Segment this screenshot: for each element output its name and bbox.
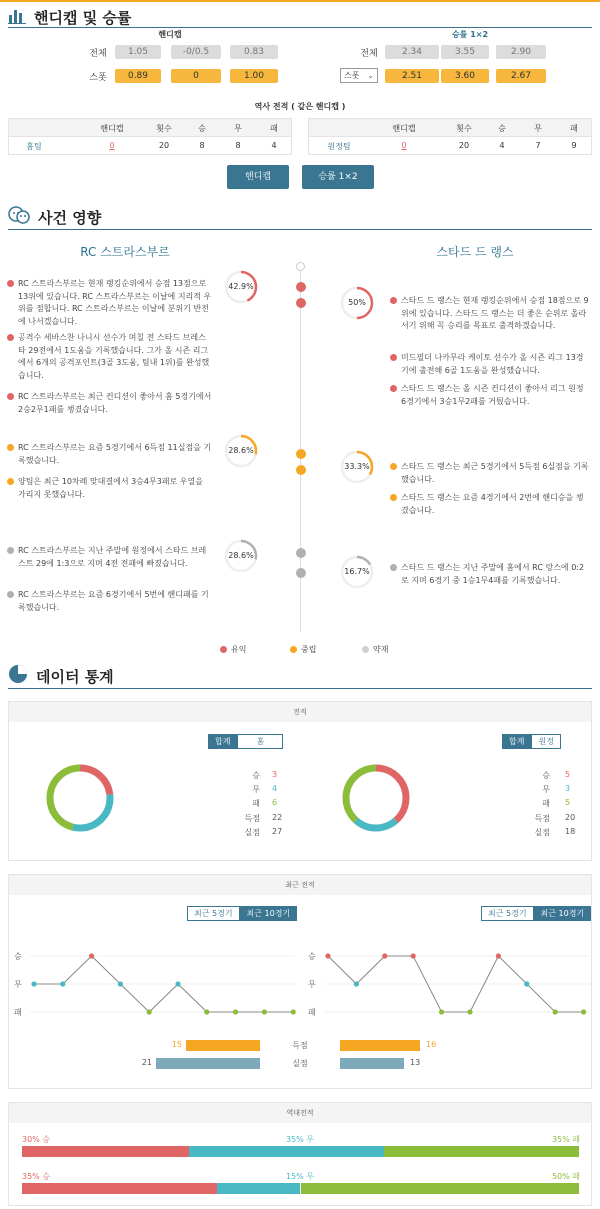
recent-form-chart (0, 940, 600, 1020)
away-impact-bullet (390, 463, 397, 470)
home-stat-value: 22 (272, 813, 283, 822)
home-impact-percent-label: 28.6% (228, 551, 254, 560)
away-stat-value: 3 (565, 784, 571, 793)
away-impact-item: 스타드 드 랭스는 현재 랭킹순위에서 승점 18점으로 9위에 있습니다. 스타드 드 랭스는 더 좋은 순위로 올라서기 위해 꼭 승리를 목표로 출격하겠습니다. (401, 296, 589, 330)
odds-col-title: 승률 1×2 (451, 30, 489, 39)
legend-strong-label: 유익 (231, 645, 247, 654)
right-sport-loss: 2.67 (496, 69, 546, 83)
home-impact-bullet (7, 280, 14, 287)
home-recent-tabs (187, 906, 297, 921)
h2h-panel-title: 역대전적 (9, 1103, 591, 1123)
handicap-divider (8, 27, 592, 28)
tab-away-total[interactable]: 합계 (502, 734, 531, 749)
away-team-label: 원정팀 (327, 142, 351, 151)
home-impact-bullet (7, 393, 14, 400)
away-stat-label: 실점 (534, 828, 550, 837)
home-team-label: 홈팀 (26, 142, 42, 151)
h2h-draw-label: 15% 무 (285, 1172, 315, 1181)
away-impact-percent (340, 555, 374, 589)
left-all-away: 0.83 (230, 45, 278, 59)
odds-type-select[interactable] (340, 68, 378, 83)
home-impact-item: 공격수 세바스찬 나니시 선수가 며칠 전 스타드 브레스타 29전에서 1도움을 기록했습니다. 그가 올 시즌 리그에서 6개의 공격포인트(3골 3도움, 팀내 1위)를 완성했습니다. (18, 333, 210, 380)
home-form-point (291, 1009, 296, 1014)
h2h-bar-loss (301, 1183, 580, 1194)
home-conceded-value: 21 (141, 1058, 152, 1067)
left-sport-line: 0 (171, 69, 221, 83)
away-impact-item: 스타드 드 랭스는 올 시즌 컨디션이 좋아서 리그 원정 6경기에서 3승1무2패를 거뒀습니다. (401, 384, 584, 406)
right-all-draw: 3.55 (441, 45, 489, 59)
col-win: 승 (498, 124, 506, 133)
away-impact-percent-label: 50% (348, 298, 366, 307)
timeline-node (296, 449, 306, 459)
col-loss: 패 (270, 124, 278, 133)
h2h-bar-loss (384, 1146, 579, 1157)
away-stat-label: 득점 (534, 814, 550, 823)
home-form-point (204, 1009, 209, 1014)
impact-home-team: RC 스트라스부르 (80, 245, 170, 259)
legend-weak-label: 약재 (373, 645, 389, 654)
home-impact-item: RC 스트라스부르는 요즘 6경기에서 5번에 핸디패를 기록했습니다. (18, 590, 209, 612)
home-impact-bullet (7, 334, 14, 341)
home-stat-value: 3 (272, 770, 278, 779)
legend-neutral (290, 644, 316, 655)
away-impact-bullet (390, 354, 397, 361)
away-form-point (382, 953, 387, 958)
home-form-point (147, 1009, 152, 1014)
home-form-point (118, 981, 123, 986)
away-impact-bullet (390, 297, 397, 304)
home-win: 8 (199, 141, 205, 150)
home-stat-label: 무 (252, 785, 260, 794)
col-win: 승 (198, 124, 206, 133)
y-label-draw-away: 무 (308, 980, 316, 989)
away-loss: 9 (571, 141, 577, 150)
tab-home-only[interactable]: 홈 (237, 734, 283, 749)
home-impact-bullet (7, 478, 14, 485)
away-form-point (467, 1009, 472, 1014)
impact-divider (8, 229, 592, 230)
away-stat-label: 무 (542, 785, 550, 794)
away-count: 20 (458, 141, 470, 150)
tab-away-last10[interactable]: 최근 10경기 (534, 906, 592, 921)
history-title: 역사 전적 ( 같은 핸디캡 ) (254, 102, 346, 111)
bar-chart-icon (8, 6, 26, 28)
home-stat-label: 득점 (244, 814, 260, 823)
right-row-all-label: 전체 (360, 49, 378, 59)
h2h-bar-win (22, 1183, 217, 1194)
home-impact-percent (224, 539, 258, 573)
left-row-sport-label: 스폿 (89, 73, 107, 83)
stats-title: 데이터 통계 (36, 667, 114, 686)
home-draw: 8 (235, 141, 241, 150)
legend-weak (362, 644, 388, 655)
left-all-home: 1.05 (115, 45, 161, 59)
home-impact-bullet (7, 547, 14, 554)
timeline-node (296, 548, 306, 558)
away-history-table (308, 118, 592, 155)
left-all-line: -0/0.5 (171, 45, 221, 59)
y-label-win: 승 (14, 952, 22, 961)
home-stat-label: 패 (252, 799, 260, 808)
h2h-loss-label: 35% 패 (551, 1135, 580, 1144)
left-row-all-label: 전체 (89, 49, 107, 59)
away-form-point (411, 953, 416, 958)
away-stat-label: 패 (542, 799, 550, 808)
stats-section-header (8, 664, 114, 688)
tab-away-only[interactable]: 원정 (531, 734, 560, 749)
away-impact-bullet (390, 385, 397, 392)
legend-strong (220, 644, 246, 655)
home-stat-label: 실점 (244, 828, 260, 837)
home-form-point (175, 981, 180, 986)
timeline-node (296, 568, 306, 578)
home-impact-percent (224, 434, 258, 468)
home-stat-value: 6 (272, 798, 278, 807)
pie-chart-icon (8, 664, 28, 688)
away-form-point (439, 1009, 444, 1014)
right-sport-win: 2.51 (385, 69, 439, 83)
y-label-draw: 무 (14, 980, 22, 989)
left-sport-home: 0.89 (115, 69, 161, 83)
away-impact-item: 스타드 드 랭스는 지난 주말에 홈에서 RC 랑스에 0:2로 지며 6경기 중 1승1무4패를 기록했습니다. (401, 563, 585, 585)
timeline-node (296, 298, 306, 308)
away-form-point (581, 1009, 586, 1014)
home-conceded-bar (156, 1058, 260, 1069)
away-stat-label: 승 (542, 771, 550, 780)
goals-label: 득점 (292, 1041, 308, 1050)
away-stat-value: 20 (565, 813, 576, 822)
home-stat-value: 27 (272, 827, 283, 836)
y-label-win-away: 승 (308, 952, 316, 961)
left-sport-away: 1.00 (230, 69, 278, 83)
home-history-table (8, 118, 292, 155)
away-record-tabs (502, 734, 561, 749)
tab-home-last5[interactable]: 최근 5경기 (187, 906, 240, 921)
y-label-loss-away: 패 (308, 1008, 316, 1017)
top-accent-bar (0, 0, 600, 2)
right-all-loss: 2.90 (496, 45, 546, 59)
timeline-top-knob (296, 262, 305, 271)
impact-section-header (8, 205, 101, 229)
home-form-point (262, 1009, 267, 1014)
away-conceded-value: 13 (410, 1058, 421, 1067)
legend-neutral-label: 중립 (301, 645, 317, 654)
away-stat-value: 5 (565, 798, 571, 807)
right-all-win: 2.34 (385, 45, 439, 59)
away-form-point (553, 1009, 558, 1014)
h2h-win-label: 30% 승 (22, 1135, 51, 1144)
record-panel-title: 전적 (9, 702, 591, 722)
away-impact-item: 스타드 드 랭스는 최근 5경기에서 5득점 6실점을 기록했습니다. (401, 462, 589, 484)
home-goals-bar (186, 1040, 260, 1051)
home-goals-value: 15 (171, 1040, 182, 1049)
odds-type-select-value: 스폿 (344, 71, 360, 80)
col-count: 횟수 (156, 124, 172, 133)
home-impact-percent-label: 28.6% (228, 446, 254, 455)
away-impact-bullet (390, 494, 397, 501)
handicap-button[interactable]: 핸디캡 (227, 165, 289, 189)
home-record-donut (40, 758, 120, 838)
handicap-col-title: 핸디캡 (158, 30, 182, 39)
tab-home-last10[interactable]: 최근 10경기 (240, 906, 298, 921)
away-record-donut (336, 758, 416, 838)
faces-icon (8, 205, 30, 229)
away-impact-item: 미드필더 나카무라 케이토 선수가 올 시즌 리그 13경기에 출전해 6골 1도움을 완성했습니다. (401, 353, 584, 375)
tab-home-total[interactable]: 합계 (208, 734, 237, 749)
home-impact-percent-label: 42.9% (228, 282, 254, 291)
h2h-win-label: 35% 승 (22, 1172, 51, 1181)
timeline-node (296, 282, 306, 292)
home-impact-item: RC 스트라스부르는 요즘 5경기에서 6득점 11실점을 기록했습니다. (18, 443, 212, 465)
away-impact-percent-label: 33.3% (344, 462, 370, 471)
h2h-bar-draw (189, 1146, 384, 1157)
home-form-point (89, 953, 94, 958)
handicap-title: 핸디캡 및 승률 (34, 8, 132, 27)
home-form-point (60, 981, 65, 986)
home-impact-item: RC 스트라스부르는 지난 주말에 원정에서 스타드 브레스트 29에 1:3으로 지며 4전 전패에 빠졌습니다. (18, 546, 207, 568)
home-impact-item: RC 스트라스부르는 최근 컨디션이 좋아서 홈 5경기에서 2승2무1패를 챙겼습니다. (18, 392, 212, 414)
tab-away-last5[interactable]: 최근 5경기 (481, 906, 534, 921)
away-impact-percent (340, 286, 374, 320)
home-stat-label: 승 (252, 771, 260, 780)
away-form-point (524, 981, 529, 986)
home-impact-item: 양팀은 최근 10차례 맞대결에서 3승4무3패로 우열을 가리지 못했습니다. (18, 477, 203, 499)
col-handicap: 핸디캡 (100, 124, 124, 133)
away-recent-tabs (481, 906, 591, 921)
away-handicap-link[interactable]: 0 (401, 141, 407, 150)
away-impact-bullet (390, 564, 397, 571)
away-goals-value: 16 (426, 1040, 437, 1049)
away-stat-value: 18 (565, 827, 576, 836)
away-form-point (496, 953, 501, 958)
home-count: 20 (158, 141, 170, 150)
stats-divider (8, 688, 592, 689)
h2h-bar-draw (217, 1183, 301, 1194)
home-impact-bullet (7, 591, 14, 598)
col-handicap: 핸디캡 (392, 124, 416, 133)
home-form-point (233, 1009, 238, 1014)
away-impact-percent-label: 16.7% (344, 567, 370, 576)
home-impact-bullet (7, 444, 14, 451)
col-count: 횟수 (456, 124, 472, 133)
impact-title: 사건 영향 (38, 208, 102, 227)
col-draw: 무 (234, 124, 242, 133)
home-stat-value: 4 (272, 784, 278, 793)
home-form-point (31, 981, 36, 986)
away-stat-value: 5 (565, 770, 571, 779)
recent-panel-title: 최근 전적 (9, 875, 591, 895)
away-form-point (325, 953, 330, 958)
away-impact-percent (340, 450, 374, 484)
away-conceded-bar (340, 1058, 404, 1069)
away-form-point (354, 981, 359, 986)
h2h-loss-label: 50% 패 (551, 1172, 580, 1181)
home-impact-item: RC 스트라스부르는 현재 랭킹순위에서 승점 13점으로 13위에 있습니다. RC 스트라스부르는 이날에 지리적 우위를 점합니다. RC 스트라스부르는 이날에 분위기 반전에 나서겠습니다. (18, 279, 212, 326)
impact-away-team: 스타드 드 랭스 (436, 245, 514, 259)
col-draw: 무 (534, 124, 542, 133)
home-impact-percent (224, 270, 258, 304)
conceded-label: 실점 (292, 1059, 308, 1068)
col-loss: 패 (570, 124, 578, 133)
timeline-node (296, 465, 306, 475)
y-label-loss: 패 (14, 1008, 22, 1017)
home-loss: 4 (271, 141, 277, 150)
away-goals-bar (340, 1040, 420, 1051)
chevron-down-icon: ⌄ (367, 71, 374, 80)
home-record-tabs (208, 734, 283, 749)
h2h-bar-win (22, 1146, 189, 1157)
right-sport-draw: 3.60 (441, 69, 489, 83)
handicap-section-header (8, 6, 131, 28)
odds-button[interactable]: 승률 1×2 (302, 165, 374, 189)
home-handicap-link[interactable]: 0 (109, 141, 115, 150)
away-win: 4 (499, 141, 505, 150)
away-draw: 7 (535, 141, 541, 150)
away-impact-item: 스타드 드 랭스는 요즘 4경기에서 2번에 핸디승을 챙겼습니다. (401, 493, 584, 515)
h2h-draw-label: 35% 무 (285, 1135, 315, 1144)
